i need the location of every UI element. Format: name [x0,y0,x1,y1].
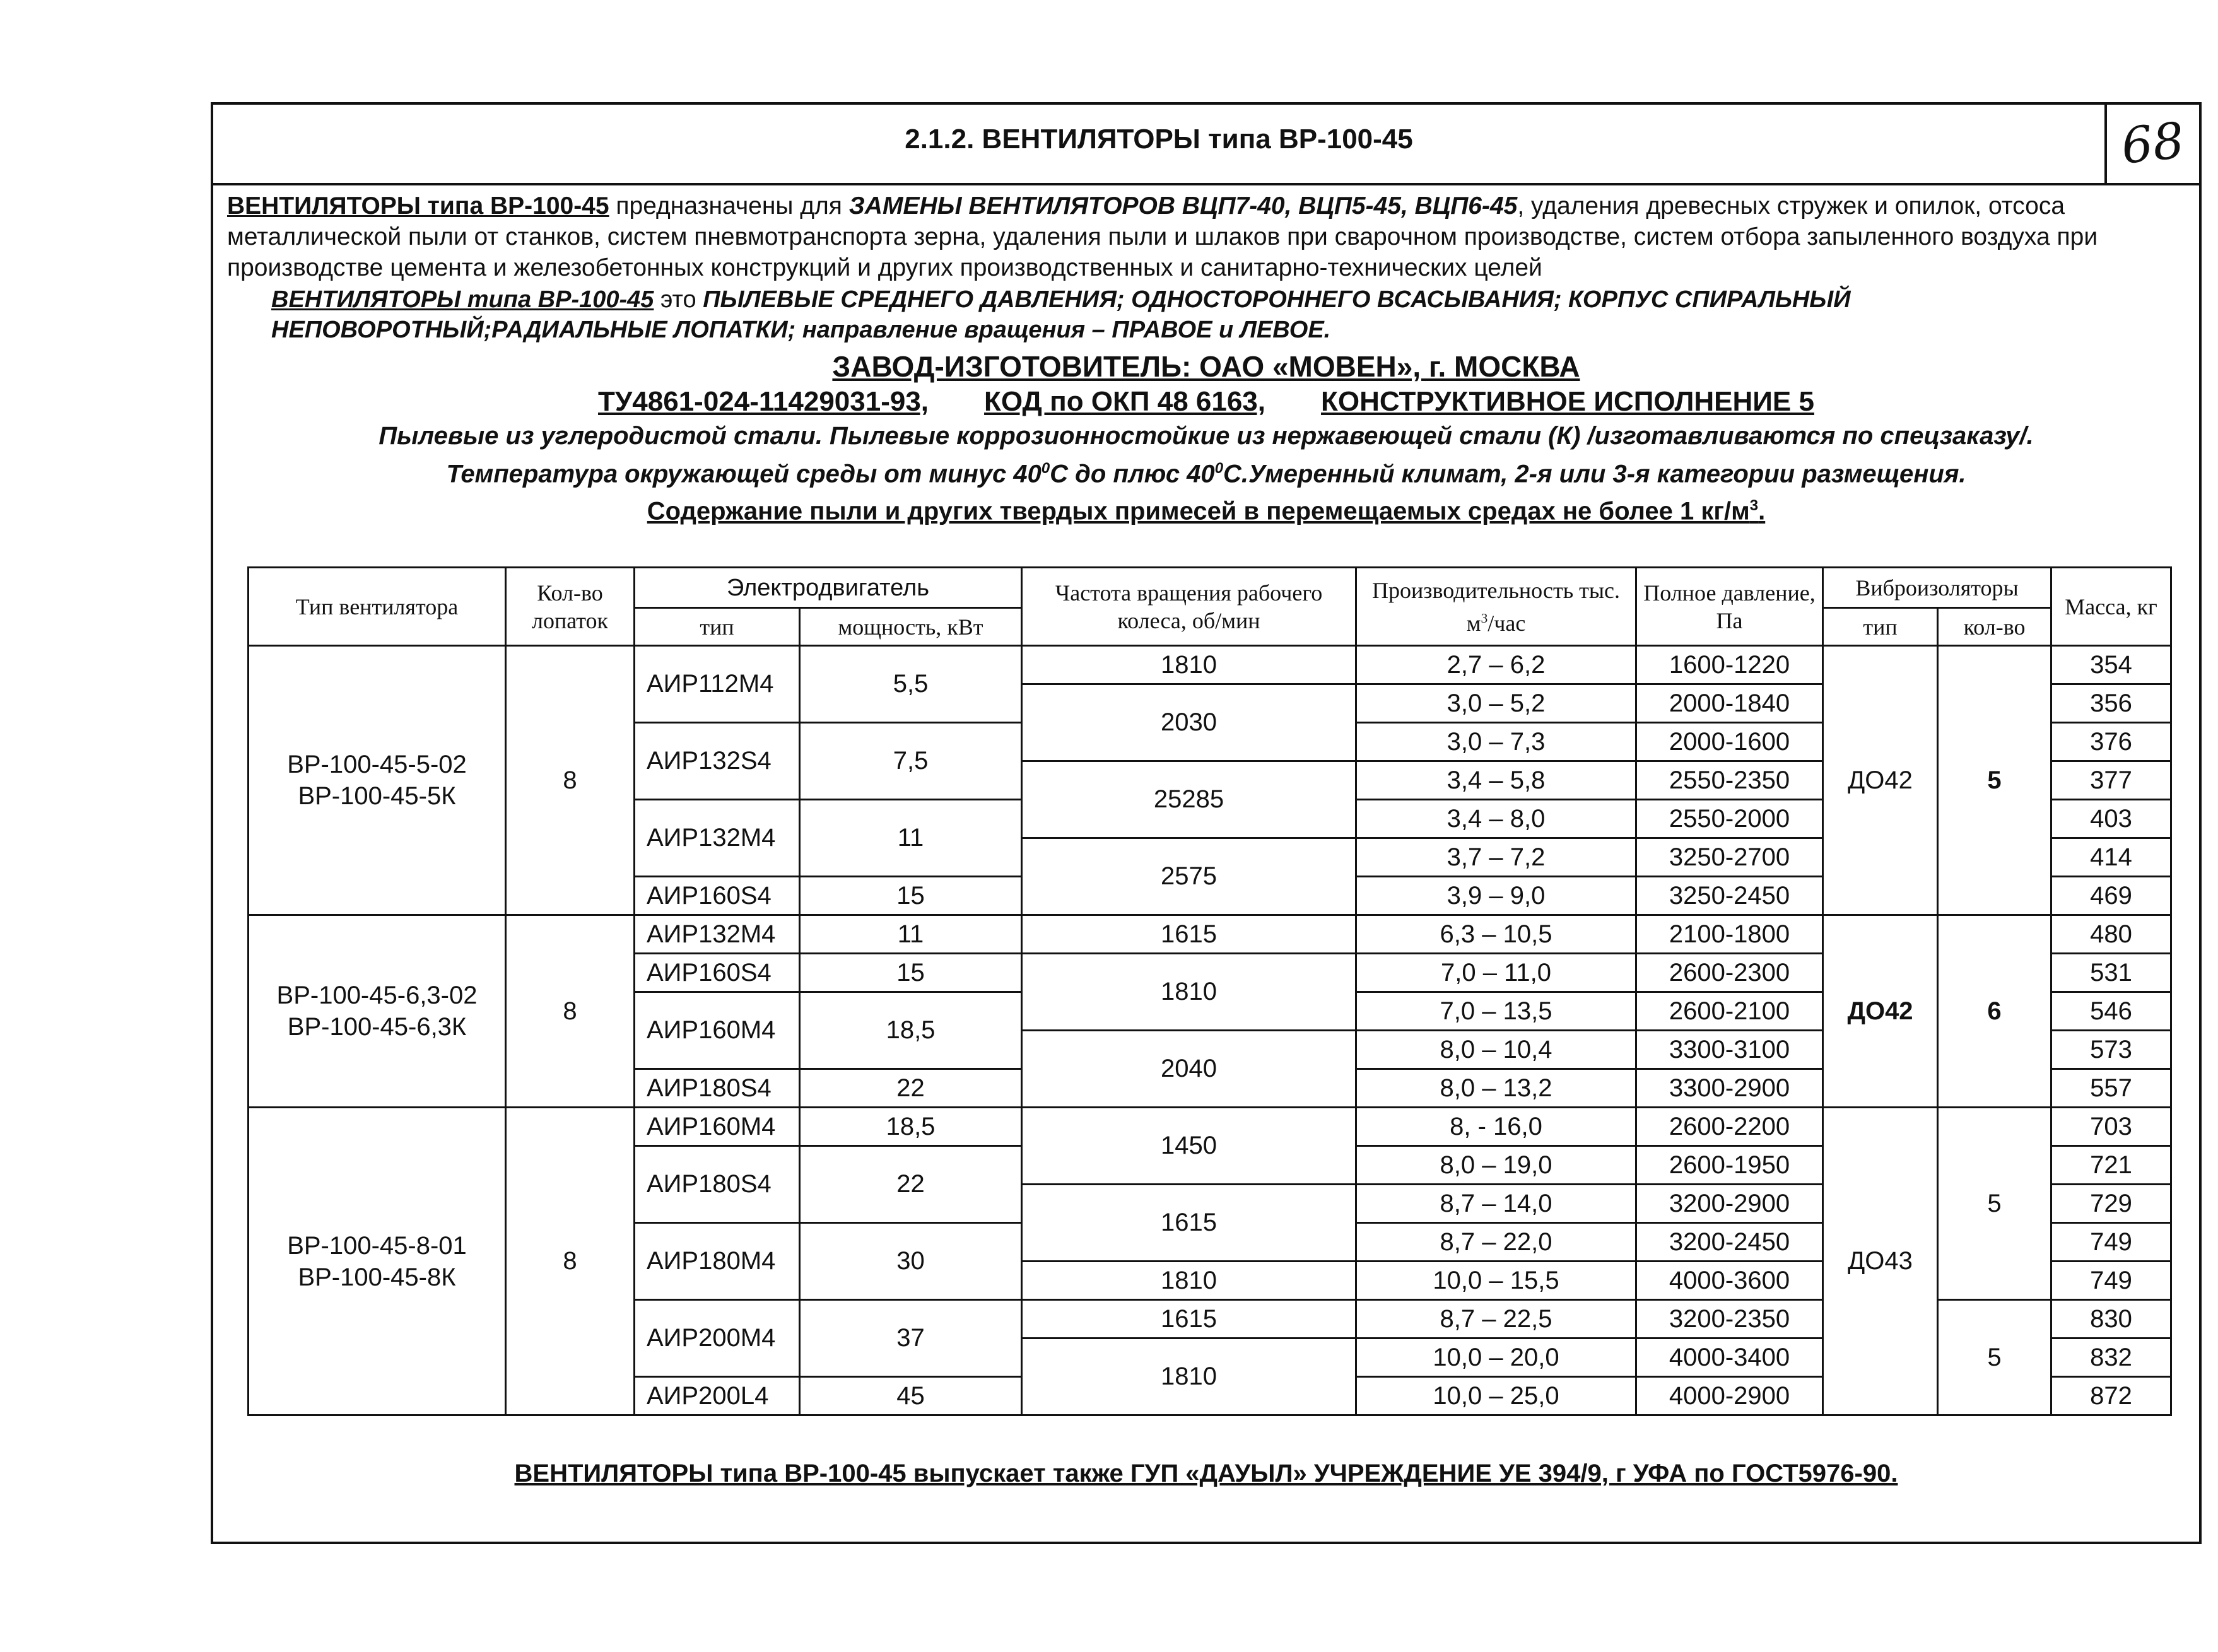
blades-cell: 8 [506,646,635,915]
header-fan-type: Тип вентилятора [249,568,506,646]
mass-cell: 557 [2051,1069,2171,1108]
capacity-cell: 3,9 – 9,0 [1356,877,1636,915]
vibro-count-cell: 5 [1938,646,2051,915]
speed-cell: 1810 [1022,1262,1356,1300]
pressure-cell: 2600-2200 [1636,1108,1823,1146]
motor-type-cell: АИР160М4 [635,1108,800,1146]
okp-code: КОД по ОКП 48 6163, [984,386,1265,417]
capacity-cell: 2,7 – 6,2 [1356,646,1636,684]
capacity-cell: 8, - 16,0 [1356,1108,1636,1146]
mass-cell: 721 [2051,1146,2171,1185]
tu-code: ТУ4861-024-11429031-93, [598,386,929,417]
climate-text-a: Температура окружающей среды от минус 40 [446,460,1042,488]
pressure-cell: 2550-2000 [1636,800,1823,838]
page-number-box [2104,105,2199,183]
capacity-cell: 8,0 – 13,2 [1356,1069,1636,1108]
speed-cell: 2575 [1022,838,1356,915]
mass-cell: 729 [2051,1185,2171,1223]
capacity-cell: 7,0 – 11,0 [1356,954,1636,992]
table-row [249,1108,2171,1146]
header-pressure: Полное давление, Па [1636,568,1823,646]
blades-cell: 8 [506,1108,635,1415]
fan-type-a: ВР-100-45-5-02 [287,751,467,778]
capacity-cell: 7,0 – 13,5 [1356,992,1636,1031]
climate-line [227,452,2185,490]
header-capacity-b: /час [1487,610,1526,636]
capacity-cell: 3,4 – 8,0 [1356,800,1636,838]
mass-cell: 546 [2051,992,2171,1031]
header-mass: Масса, кг [2051,568,2171,646]
mass-cell: 403 [2051,800,2171,838]
mass-cell: 832 [2051,1339,2171,1377]
vibro-type-cell: ДО42 [1823,915,1938,1108]
capacity-cell: 8,7 – 22,5 [1356,1300,1636,1339]
capacity-cell: 3,7 – 7,2 [1356,838,1636,877]
motor-type-cell: АИР200М4 [635,1300,800,1377]
speed-cell: 2030 [1022,684,1356,761]
footer-note: ВЕНТИЛЯТОРЫ типа ВР-100-45 выпускает также ГУП «ДАУЫЛ» УЧРЕЖДЕНИЕ УЕ 394/9, г УФА по ГОСТ5976-90. [514,1460,1898,1487]
header-blades: Кол-во лопаток [506,568,635,646]
pressure-cell: 2100-1800 [1636,915,1823,954]
pressure-cell: 4000-3600 [1636,1262,1823,1300]
speed-cell: 1810 [1022,1339,1356,1415]
pressure-cell: 4000-2900 [1636,1377,1823,1415]
motor-power-cell: 37 [800,1300,1022,1377]
mass-cell: 414 [2051,838,2171,877]
capacity-cell: 8,7 – 22,0 [1356,1223,1636,1262]
material-line: Пылевые из углеродистой стали. Пылевые коррозионностойкие из нержавеющей стали (К) /изготавливаются по спецзаказу/. [378,422,2034,450]
vibro-type-cell: ДО43 [1823,1108,1938,1415]
speed-cell: 1450 [1022,1108,1356,1185]
type-paragraph [227,284,2185,345]
capacity-cell: 8,0 – 19,0 [1356,1146,1636,1185]
vibro-count-cell: 5 [1938,1108,2051,1300]
type-mid: это [654,286,703,313]
motor-type-cell: АИР132S4 [635,723,800,800]
header-motor-type: тип [635,608,800,646]
motor-power-cell: 22 [800,1146,1022,1223]
fan-type-b: ВР-100-45-5К [298,782,456,810]
speed-cell: 1615 [1022,1300,1356,1339]
motor-type-cell: АИР112М4 [635,646,800,723]
dust-sup: 3 [1749,497,1759,515]
mass-cell: 573 [2051,1031,2171,1069]
mass-cell: 469 [2051,877,2171,915]
dust-text-b: . [1758,497,1766,525]
motor-power-cell: 45 [800,1377,1022,1415]
speed-cell: 1810 [1022,954,1356,1031]
purpose-rest: , удаления древесных стружек и опилок, отсоса металлической пыли от станков, систем пневмотранспорта зерна, удаления пыли и шлаков при сварочном производстве, систем отбора запыленного воздуха при производстве цемента и железобетонных конструкций и других производственных и санитарно-технических целей [227,192,2098,281]
speed-cell: 1810 [1022,646,1356,684]
title-bar [213,105,2199,185]
fan-type-a: ВР-100-45-8-01 [287,1231,467,1260]
pressure-cell: 2000-1600 [1636,723,1823,761]
motor-type-cell: АИР160S4 [635,954,800,992]
motor-type-cell: АИР160М4 [635,992,800,1069]
pressure-cell: 3250-2700 [1636,838,1823,877]
pressure-cell: 2600-2100 [1636,992,1823,1031]
dust-text-a: Содержание пыли и других твердых примесей в перемещаемых средах не более 1 кг/м [647,497,1750,525]
vibro-type-cell: ДО42 [1823,646,1938,915]
climate-text-c: С.Умеренный климат, 2-я или 3-я категории размещения. [1223,460,1966,488]
vibro-count-cell: 6 [1938,915,2051,1108]
page-number: 68 [2118,112,2188,175]
motor-power-cell: 11 [800,800,1022,877]
blades-cell: 8 [506,915,635,1108]
mass-cell: 354 [2051,646,2171,684]
capacity-cell: 6,3 – 10,5 [1356,915,1636,954]
spec-line [227,384,2185,419]
manufacturer-line: ЗАВОД-ИЗГОТОВИТЕЛЬ: ОАО «МОВЕН», г. МОСКВА [832,350,1580,383]
motor-power-cell: 15 [800,954,1022,992]
motor-power-cell: 18,5 [800,1108,1022,1146]
motor-power-cell: 7,5 [800,723,1022,800]
motor-power-cell: 22 [800,1069,1022,1108]
pressure-cell: 3200-2450 [1636,1223,1823,1262]
speed-cell: 25285 [1022,761,1356,838]
motor-power-cell: 15 [800,877,1022,915]
pressure-cell: 2550-2350 [1636,761,1823,800]
motor-type-cell: АИР180S4 [635,1069,800,1108]
design-version: КОНСТРУКТИВНОЕ ИСПОЛНЕНИЕ 5 [1321,386,1814,417]
motor-power-cell: 5,5 [800,646,1022,723]
capacity-cell: 8,7 – 14,0 [1356,1185,1636,1223]
pressure-cell: 3250-2450 [1636,877,1823,915]
type-rest: ПЫЛЕВЫЕ СРЕДНЕГО ДАВЛЕНИЯ; ОДНОСТОРОННЕГО ВСАСЫВАНИЯ; КОРПУС СПИРАЛЬНЫЙ НЕПОВОРОТНЫЙ;РАДИАЛЬНЫЕ ЛОПАТКИ; направление вращения – ПРАВОЕ и ЛЕВОЕ. [271,286,1851,343]
dust-line [227,490,2185,527]
motor-power-cell: 30 [800,1223,1022,1300]
purpose-mid: предназначены для [609,192,849,220]
pressure-cell: 3300-3100 [1636,1031,1823,1069]
mass-cell: 356 [2051,684,2171,723]
climate-text-b: С до плюс 40 [1050,460,1215,488]
header-vibro-type: тип [1823,608,1938,646]
pressure-cell: 3300-2900 [1636,1069,1823,1108]
fan-type-b: ВР-100-45-8К [298,1263,456,1291]
catalog-sheet [211,102,2202,1544]
fan-type-cell [249,915,506,1108]
fan-type-a: ВР-100-45-6,3-02 [276,981,478,1009]
motor-type-cell: АИР132М4 [635,915,800,954]
purpose-lead: ВЕНТИЛЯТОРЫ типа ВР-100-45 [227,192,609,220]
header-motor-power: мощность, кВт [800,608,1022,646]
pressure-cell: 2600-2300 [1636,954,1823,992]
pressure-cell: 3200-2350 [1636,1300,1823,1339]
header-speed: Частота вращения рабочего колеса, об/мин [1022,568,1356,646]
motor-type-cell: АИР180S4 [635,1146,800,1223]
climate-sup-1: 0 [1041,460,1050,477]
description-block [227,190,2185,527]
header-capacity-a: Производительность тыс. м [1371,577,1621,636]
motor-type-cell: АИР160S4 [635,877,800,915]
capacity-cell: 10,0 – 20,0 [1356,1339,1636,1377]
speed-cell: 1615 [1022,1185,1356,1262]
purpose-replacement: ЗАМЕНЫ ВЕНТИЛЯТОРОВ ВЦП7-40, ВЦП5-45, ВЦП6-45 [848,192,1518,220]
speed-cell: 1615 [1022,915,1356,954]
climate-sup-2: 0 [1214,460,1224,477]
page-title: 2.1.2. ВЕНТИЛЯТОРЫ типа ВР-100-45 [905,124,1413,155]
type-lead: ВЕНТИЛЯТОРЫ типа ВР-100-45 [271,286,654,313]
fan-type-b: ВР-100-45-6,3К [287,1013,467,1041]
pressure-cell: 1600-1220 [1636,646,1823,684]
mass-cell: 749 [2051,1223,2171,1262]
motor-type-cell: АИР132М4 [635,800,800,877]
mass-cell: 749 [2051,1262,2171,1300]
mass-cell: 830 [2051,1300,2171,1339]
header-capacity-sup: 3 [1481,610,1488,626]
mass-cell: 872 [2051,1377,2171,1415]
fan-type-cell [249,1108,506,1415]
capacity-cell: 3,0 – 5,2 [1356,684,1636,723]
capacity-cell: 10,0 – 25,0 [1356,1377,1636,1415]
speed-cell: 2040 [1022,1031,1356,1108]
fan-type-cell [249,646,506,915]
capacity-cell: 8,0 – 10,4 [1356,1031,1636,1069]
header-capacity [1356,568,1636,646]
header-vibro-count: кол-во [1938,608,2051,646]
pressure-cell: 2600-1950 [1636,1146,1823,1185]
table-row [249,646,2171,684]
mass-cell: 531 [2051,954,2171,992]
motor-type-cell: АИР180М4 [635,1223,800,1300]
pressure-cell: 2000-1840 [1636,684,1823,723]
motor-power-cell: 11 [800,915,1022,954]
capacity-cell: 3,4 – 5,8 [1356,761,1636,800]
mass-cell: 377 [2051,761,2171,800]
spec-table [247,566,2172,1416]
mass-cell: 703 [2051,1108,2171,1146]
motor-power-cell: 18,5 [800,992,1022,1069]
pressure-cell: 4000-3400 [1636,1339,1823,1377]
capacity-cell: 3,0 – 7,3 [1356,723,1636,761]
pressure-cell: 3200-2900 [1636,1185,1823,1223]
table-row [249,915,2171,954]
mass-cell: 480 [2051,915,2171,954]
mass-cell: 376 [2051,723,2171,761]
header-motor: Электродвигатель [635,568,1022,608]
header-vibro: Виброизоляторы [1823,568,2051,608]
motor-type-cell: АИР200L4 [635,1377,800,1415]
vibro-count-cell: 5 [1938,1300,2051,1415]
capacity-cell: 10,0 – 15,5 [1356,1262,1636,1300]
purpose-paragraph [227,190,2185,283]
